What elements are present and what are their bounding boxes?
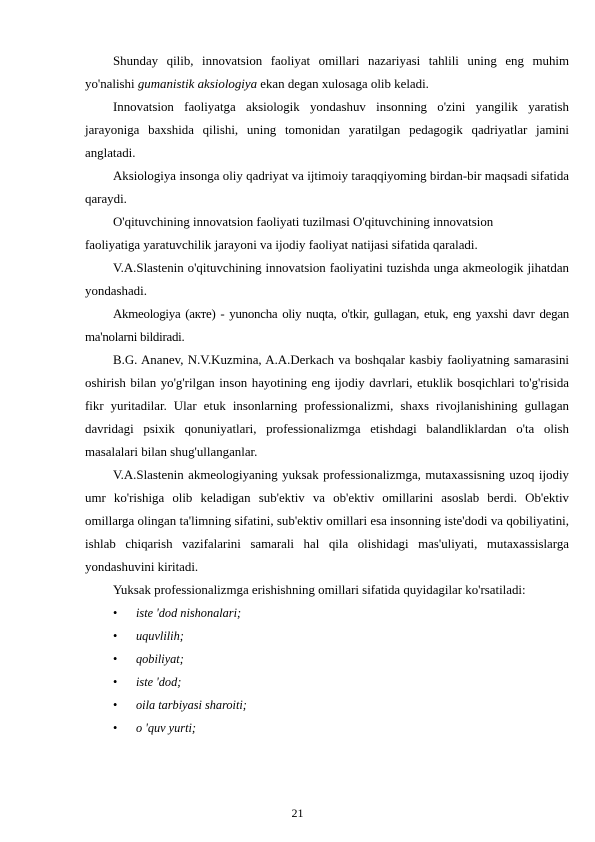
factors-list	[85, 602, 569, 740]
bullet-icon: •	[113, 721, 118, 735]
paragraph-summary-end: ekan degan xulosaga olib keladi.	[257, 77, 429, 91]
bullet-icon: •	[113, 698, 118, 712]
paragraph-structure-continuation: faoliyatiga yaratuvchilik jarayoni va ijodiy faoliyat natijasi sifatida qaraladi.	[85, 238, 478, 252]
paragraph-ananev-kuzmina: B.G. Ananev, N.V.Kuzmina, A.A.Derkach va boshqalar kasbiy faoliyatning samarasini oshirish bilan yo'g'rilgan inson hayotining eng ijodiy davrlari, etuklik bosqichlari to'g'risida fikr yuritadilar. Ular etuk insonlarning professionalizmi, shaxs rivojlanishining gullagan davridagi psixik qonuniyatlari, professionalizmga etishdagi balandliklardan o'ta olish masalalari bilan shug'ullanganlar.	[85, 353, 569, 459]
bullet-icon: •	[113, 675, 118, 689]
document-page	[85, 50, 569, 740]
paragraph-axiological-approach: Innovatsion faoliyatga aksiologik yondashuv insonning o'zini yangilik yaratish jarayoniga baxshida qilishi, uning tomonidan yaratilgan pedagogik qadriyatlar jamini anglatadi.	[85, 100, 569, 160]
list-item: • iste 'dod nishonalari;	[85, 602, 569, 625]
paragraph-slastenin-akmeology: V.A.Slastenin o'qituvchining innovatsion faoliyatini tuzishda unga akmeologik jihatdan yondashadi.	[85, 261, 569, 298]
list-item: • iste 'dod;	[85, 671, 569, 694]
list-item: • oila tarbiyasi sharoiti;	[85, 694, 569, 717]
paragraph-structure-heading: O'qituvchining innovatsion faoliyati tuzilmasi O'qituvchining innovatsion	[113, 215, 494, 229]
paragraph-akmeology-definition: Akmeologiya (акте) - yunoncha oliy nuqta, o'tkir, gullagan, etuk, eng yaxshi davr degan ma'nolarni bildiradi.	[85, 307, 569, 344]
list-item: • uquvlilih;	[85, 625, 569, 648]
paragraph-factors-intro: Yuksak professionalizmga erishishning omillari sifatida quyidagilar ko'rsatiladi:	[113, 583, 526, 597]
bullet-icon: •	[113, 606, 118, 620]
paragraph-axiology: Aksiologiya insonga oliy qadriyat va ijtimoiy taraqqiyoming birdan-bir maqsadi sifatida qaraydi.	[85, 169, 569, 206]
list-item: • qobiliyat;	[85, 648, 569, 671]
paragraph-slastenin-factors: V.A.Slastenin akmeologiyaning yuksak professionalizmga, mutaxassisning uzoq ijodiy umr ko'rishiga olib keladigan sub'ektiv va ob'ektiv omillarini asoslab berdi. Ob'ektiv omillarga olingan ta'limning sifatini, sub'ektiv omillari esa insonning iste'dodi va qobiliyatini, ishlab chiqarish vazifalarini samarali hal qila olishidagi mas'uliyati, mutaxassislarga yondashuvini kiritadi.	[85, 468, 569, 574]
paragraph-summary	[85, 50, 569, 96]
page-number: 21	[291, 806, 304, 820]
emphasis-gumanistik-aksiologiya: gumanistik aksiologiya	[137, 77, 258, 91]
bullet-icon: •	[113, 652, 118, 666]
paragraph-summary-text: Shunday qilib, innovatsion faoliyat omillari nazariyasi tahlili uning eng muhim yo'nalishi	[85, 54, 569, 91]
bullet-icon: •	[113, 629, 118, 643]
list-item: • o 'quv yurti;	[85, 717, 569, 740]
